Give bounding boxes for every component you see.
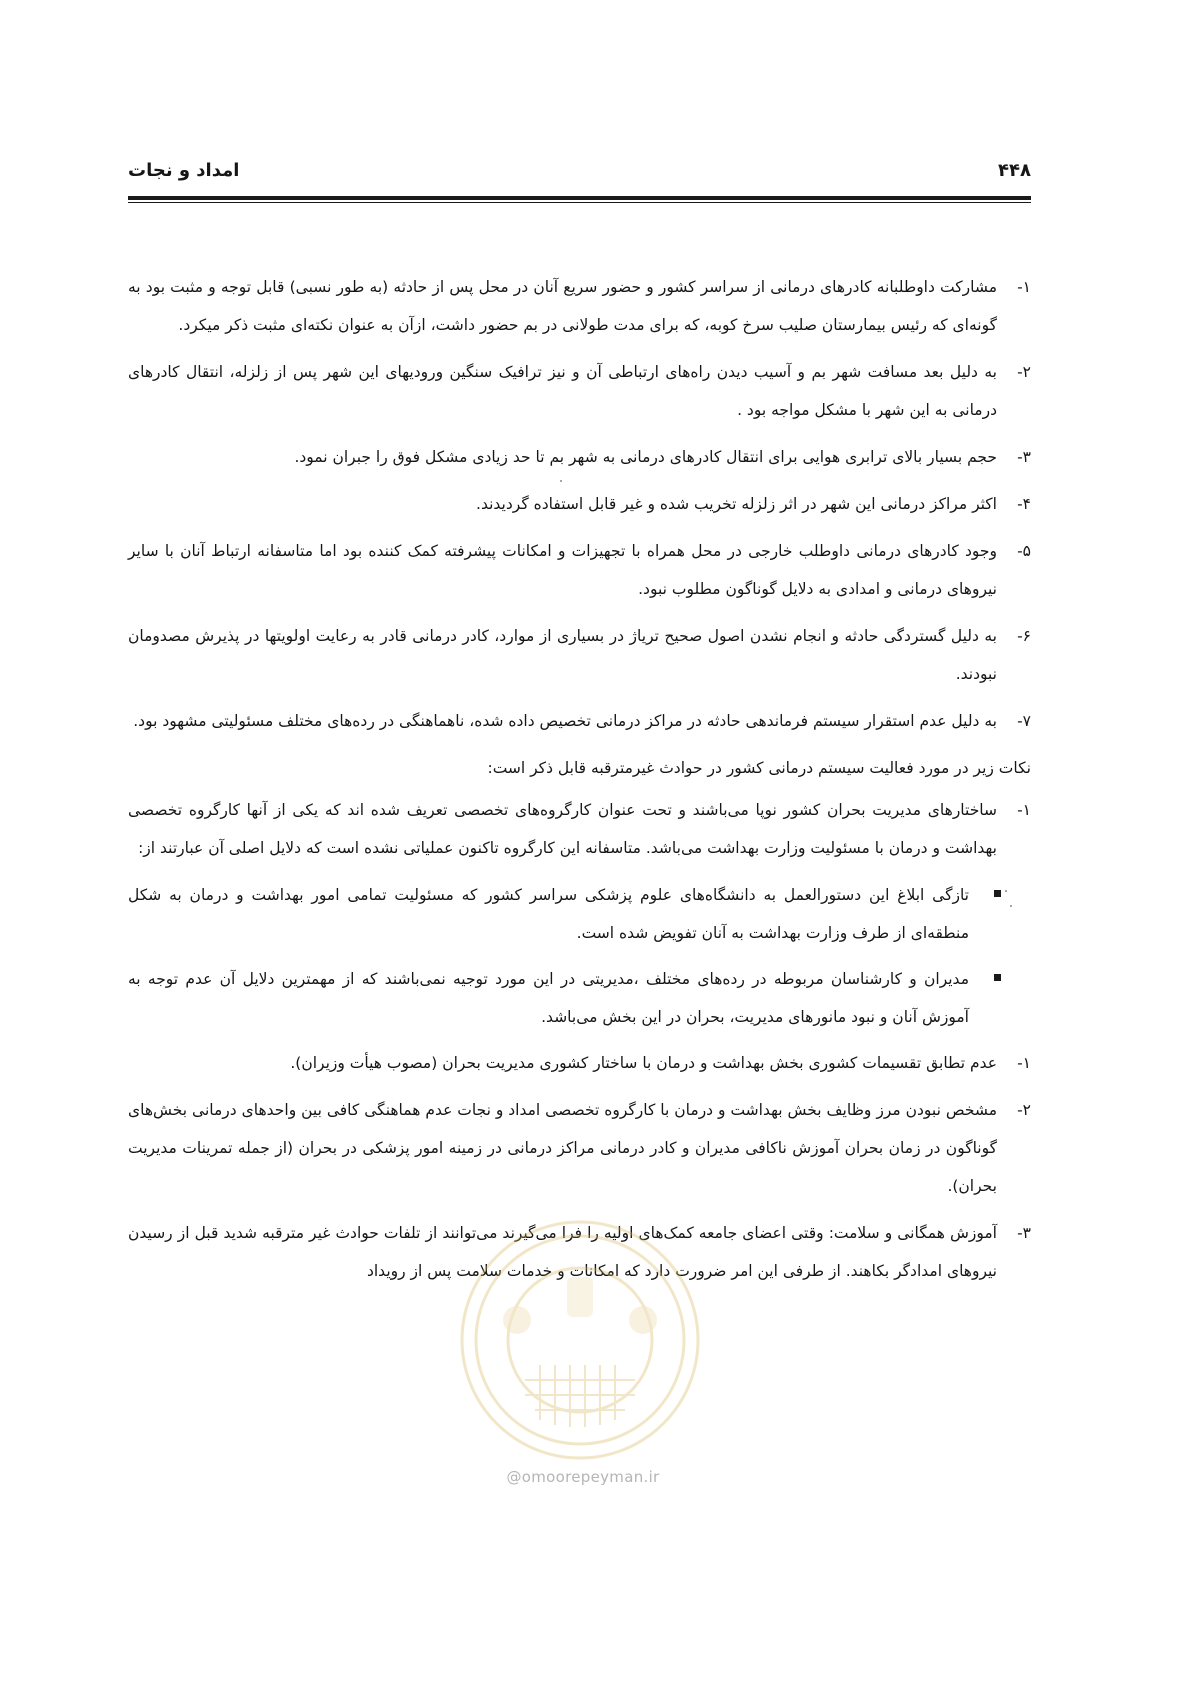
item-number: ۱-	[1017, 278, 1031, 296]
list-item	[128, 617, 1031, 693]
square-bullet-icon	[994, 974, 1001, 981]
item-text: به دلیل بعد مسافت شهر بم و آسیب دیدن راه‌های ارتباطی آن و نیز ترافیک سنگین ورودیهای این شهر پس از زلزله، انتقال کادرهای درمانی به این شهر با مشکل مواجه بود .	[128, 363, 997, 419]
item-number: ۴-	[1017, 495, 1031, 513]
square-bullet-icon	[994, 890, 1001, 897]
list-item	[128, 438, 1031, 476]
bullet-item	[128, 960, 1031, 1036]
header-title: امداد و نجات	[128, 160, 240, 181]
list-item	[128, 268, 1031, 344]
running-header	[128, 160, 1031, 190]
item-text: به دلیل گستردگی حادثه و انجام نشدن اصول صحیح تریاژ در بسیاری از موارد، کادر درمانی قادر به رعایت اولویتها در پذیرش مصدومان نبودند.	[128, 627, 997, 683]
header-rule	[128, 196, 1031, 200]
item-number: ۱-	[1017, 801, 1031, 819]
header-rule-thin	[128, 202, 1031, 203]
item-text: ساختارهای مدیریت بحران کشور نوپا می‌باشند و تحت عنوان کارگروه‌های تخصصی تعریف شده اند که یکی از آنها کارگروه تخصصی بهداشت و درمان با مسئولیت وزارت بهداشت می‌باشد. متاسفانه این کارگروه تاکنون عملیاتی نشده است که دلایل اصلی آن عبارتند از:	[128, 801, 997, 857]
list-item	[128, 1091, 1031, 1205]
bullet-text: مدیران و کارشناسان مربوطه در رده‌های مختلف ،مدیریتی در این مورد توجیه نمی‌باشند که از مهمترین دلایل آن عدم توجه به آموزش آنان و نبود مانورهای مدیریت، بحران در این بخش می‌باشد.	[128, 970, 969, 1026]
item-text: مشخص نبودن مرز وظایف بخش بهداشت و درمان با کارگروه تخصصی امداد و نجات عدم هماهنگی کافی بین واحدهای درمانی بخش‌های گوناگون در زمان بحران آموزش ناکافی مدیران و کادر درمانی مراکز درمانی در زمینه امور پزشکی در بحران (از جمله تمرینات مدیریت بحران).	[128, 1101, 997, 1195]
bullet-text: تازگی ابلاغ این دستورالعمل به دانشگاه‌های علوم پزشکی سراسر کشور که مسئولیت تمامی امور بهداشت و درمان به شکل منطقه‌ای از طرف وزارت بهداشت به آنان تفویض شده است.	[128, 886, 969, 942]
list-item	[128, 791, 1031, 867]
item-text: حجم بسیار بالای ترابری هوایی برای انتقال کادرهای درمانی به شهر بم تا حد زیادی مشکل فوق را جبران نمود.	[294, 448, 997, 466]
page-number: ۴۴۸	[998, 160, 1031, 181]
list-item	[128, 485, 1031, 523]
item-text: وجود کادرهای درمانی داوطلب خارجی در محل همراه با تجهیزات و امکانات پیشرفته کمک کننده بود اما متاسفانه ارتباط آنان با سایر نیروهای درمانی و امدادی به دلایل گوناگون مطلوب نبود.	[128, 542, 997, 598]
item-text: اکثر مراکز درمانی این شهر در اثر زلزله تخریب شده و غیر قابل استفاده گردیدند.	[476, 495, 997, 513]
body-text	[128, 268, 1031, 1299]
item-number: ۳-	[1017, 1224, 1031, 1242]
item-number: ۲-	[1017, 363, 1031, 381]
watermark-url: @omoorepeyman.ir	[506, 1468, 660, 1486]
scan-mark	[560, 480, 562, 482]
item-text: آموزش همگانی و سلامت: وقتی اعضای جامعه کمک‌های اولیه را فرا می‌گیرند می‌توانند از تلفات حوادث غیر مترقبه شدید قبل از رسیدن نیروهای امدادگر بکاهند. از طرفی این امر ضرورت دارد که امکانات و خدمات سلامت پس از رویداد	[128, 1224, 997, 1280]
scan-mark	[1010, 905, 1012, 907]
scan-mark	[1005, 890, 1007, 892]
item-text: عدم تطابق تقسیمات کشوری بخش بهداشت و درمان با ساختار کشوری مدیریت بحران (مصوب هیأت وزیران).	[290, 1054, 997, 1072]
list-item	[128, 1044, 1031, 1082]
bullet-item	[128, 876, 1031, 952]
list-item	[128, 1214, 1031, 1290]
item-number: ۷-	[1017, 712, 1031, 730]
list-item	[128, 353, 1031, 429]
list-item	[128, 702, 1031, 740]
list-item	[128, 532, 1031, 608]
item-number: ۳-	[1017, 448, 1031, 466]
item-text: به دلیل عدم استقرار سیستم فرماندهی حادثه در مراکز درمانی تخصیص داده شده، ناهماهنگی در رده‌های مختلف مسئولیتی مشهود بود.	[133, 712, 997, 730]
item-number: ۵-	[1017, 542, 1031, 560]
item-number: ۶-	[1017, 627, 1031, 645]
item-text: مشارکت داوطلبانه کادرهای درمانی از سراسر کشور و حضور سریع آنان در محل پس از حادثه (به طور نسبی) قابل توجه و مثبت بود به گونه‌ای که رئیس بیمارستان صلیب سرخ کوبه، که برای مدت طولانی در بم حضور داشت، ازآن به عنوان نکته‌ای مثبت ذکر میکرد.	[128, 278, 997, 334]
item-number: ۲-	[1017, 1101, 1031, 1119]
item-number: ۱-	[1017, 1054, 1031, 1072]
lead-paragraph: نکات زیر در مورد فعالیت سیستم درمانی کشور در حوادث غیرمترقبه قابل ذکر است:	[487, 759, 1031, 777]
